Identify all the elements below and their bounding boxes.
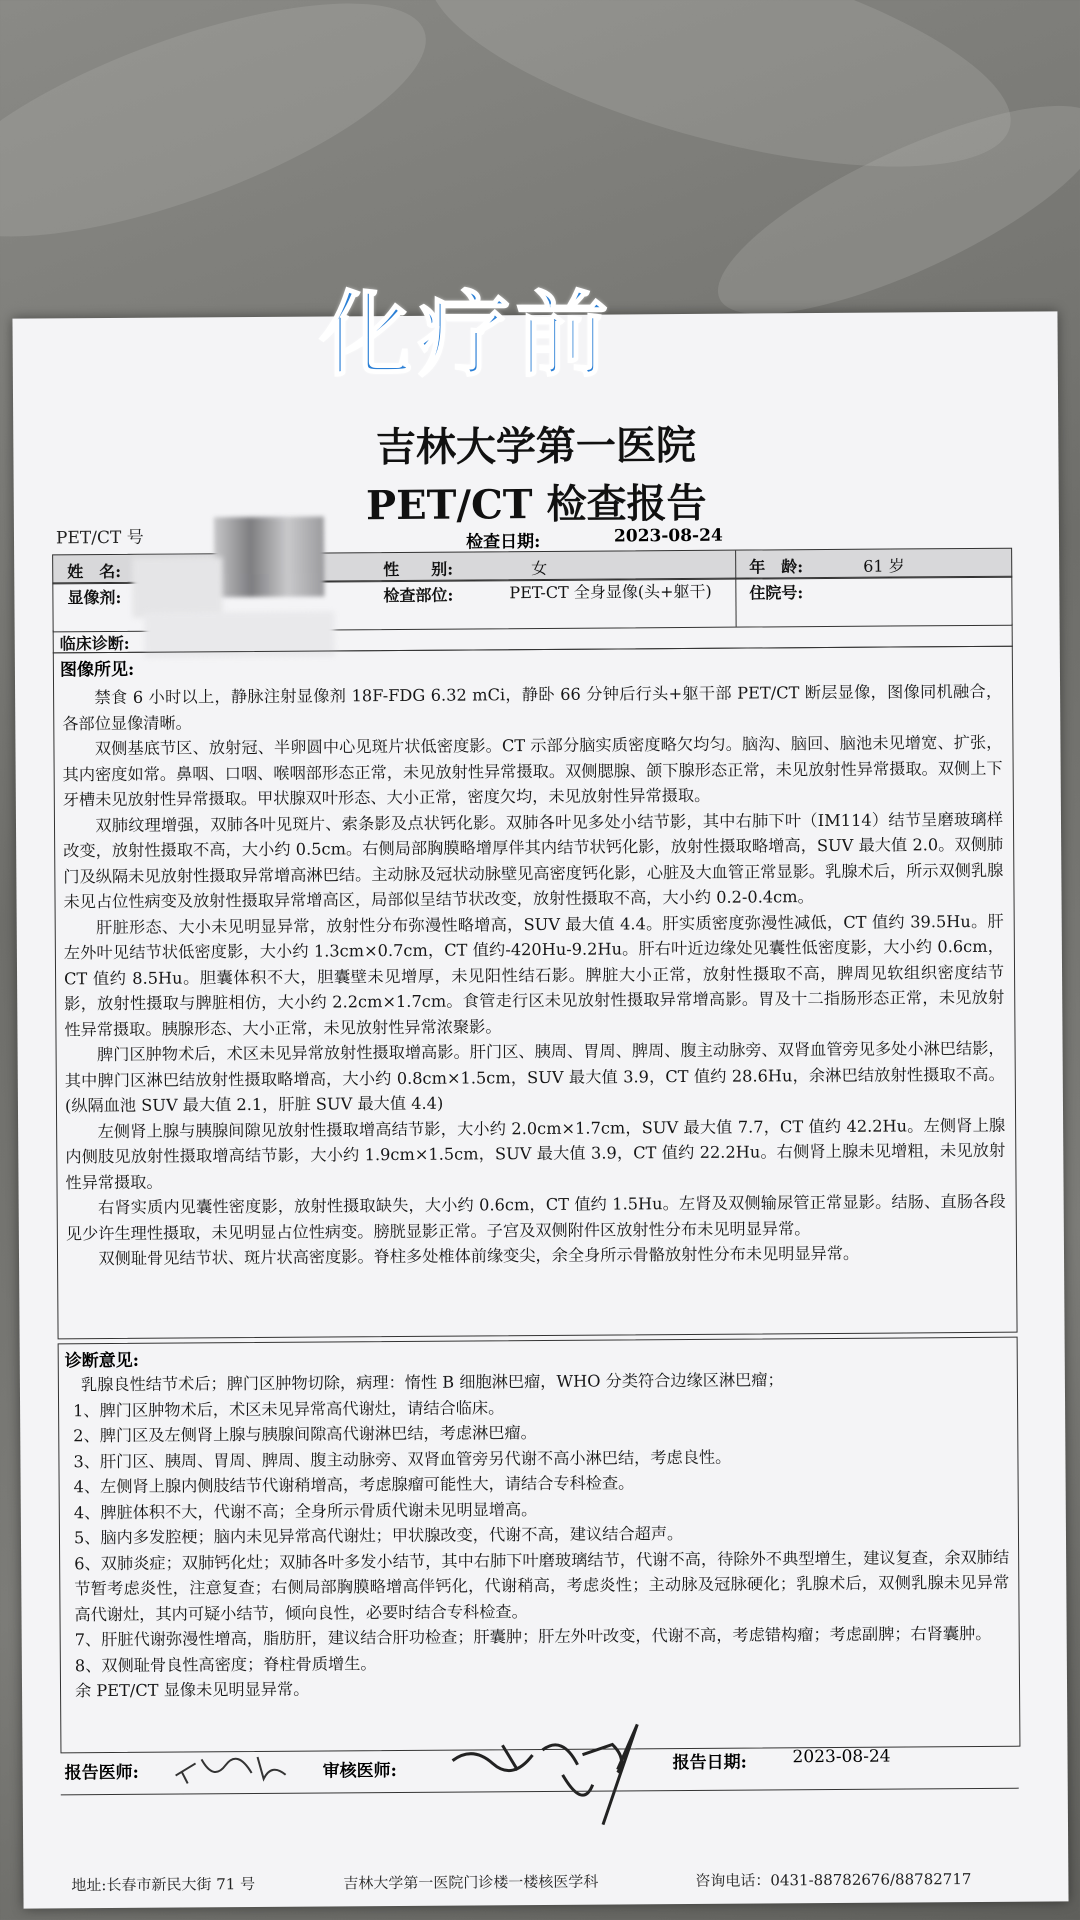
age-label: 年 龄: — [749, 557, 804, 577]
findings-paragraph: 脾门区肿物术后，术区未见异常放射性摄取增高影。肝门区、胰周、胃周、脾周、腹主动脉旁、双肾血管旁见多处小淋巴结影，其中脾门区淋巴结放射性摄取略增高，大小约 0.8cm×1.5cm，SUV 最大值 3.9，CT 值约 28.6Hu，余淋巴结放射性摄取不高。(纵隔血池 SUV 最大值 2.1，肝脏 SUV 最大值 4.4) — [64, 1038, 1005, 1116]
diagnosis-item: 4、左侧肾上腺内侧肢结节代谢稍增高，考虑腺瘤可能性大，请结合专科检查。 — [73, 1473, 635, 1497]
column-divider — [735, 551, 736, 579]
diagnosis-section — [58, 1337, 1021, 1754]
diagnosis-intro: 乳腺良性结节术后；脾门区肿物切除，病理：惰性 B 细胞淋巴瘤，WHO 分类符合边缘区淋巴瘤； — [80, 1370, 784, 1395]
site-label: 检查部位: — [383, 585, 454, 606]
diagnosis-item: 6、双肺炎症；双肺钙化灶；双肺各叶多发小结节，其中右肺下叶磨玻璃结节，代谢不高，待除外不典型增生，建议复查，余双肺结节暂考虑炎性，注意复查；右侧局部胸膜略增高伴钙化，代谢稍高，考虑炎性；主动脉及冠脉硬化；乳腺术后，双侧乳腺未见异常高代谢灶，其内可疑小结节，倾向良性，必要时结合专科检查。 — [74, 1547, 1010, 1624]
diagnosis-item: 1、脾门区肿物术后，术区未见异常高代谢灶，请结合临床。 — [73, 1397, 505, 1420]
redaction-blur — [214, 516, 325, 597]
report-date: 2023-08-24 — [792, 1746, 891, 1768]
findings-heading: 图像所见: — [59, 659, 135, 681]
footer-phone: 咨询电话：0431-88782676/88782717 — [695, 1870, 972, 1890]
diagnosis-item: 8、双侧耻骨良性高密度；脊柱骨质增生。 — [74, 1653, 377, 1675]
age-value: 61 岁 — [863, 556, 905, 576]
diagnosis-item: 5、脑内多发腔梗；脑内未见异常高代谢灶；甲状腺改变，代谢不高，建议结合超声。 — [73, 1524, 684, 1548]
reviewer-label: 审核医师: — [322, 1761, 397, 1782]
diagnosis-item: 4、脾脏体积不大，代谢不高；全身所示骨质代谢未见明显增高。 — [73, 1499, 538, 1522]
exam-date: 2023-08-24 — [613, 525, 723, 547]
gender-value: 女 — [531, 558, 548, 579]
column-divider — [735, 579, 736, 627]
diagnosis-body — [73, 1366, 1010, 1704]
findings-paragraph: 左侧肾上腺与胰腺间隙见放射性摄取增高结节影，大小约 2.0cm×1.7cm，SUV 最大值 7.7，CT 值约 42.2Hu。左侧肾上腺内侧肢见放射性摄取增高结节影，大小约 1.9cm×1.5cm，SUV 最大值 3.9，CT 值约 22.2Hu。右侧肾上腺未见增粗，未见放射性异常摄取。 — [65, 1115, 1006, 1192]
diagnosis-item: 2、脾门区及左侧肾上腺与胰腺间隙高代谢淋巴结，考虑淋巴瘤。 — [73, 1423, 537, 1446]
findings-paragraph: 肝脏形态、大小未见明显异常，放射性分布弥漫性略增高，SUV 最大值 4.4。肝实质密度弥漫性减低，CT 值约 39.5Hu。肝左外叶见结节状低密度影，大小约 1.3cm×0.7cm，CT 值约-420Hu-9.2Hu。肝右叶近边缘处见囊性低密度影，大小约 0.6cm，CT 值约 8.5Hu。胆囊体积不大，胆囊壁未见增厚，未见阳性结石影。脾脏大小正常，放射性摄取不高，脾周见软组织密度结节影，放射性摄取与脾脏相仿，大小约 2.2cm×1.7cm。食管走行区未见放射性摄取异常增高影。胃及十二指肠形态正常，未见放射性异常摄取。胰腺形态、大小正常，未见放射性异常浓聚影。 — [63, 911, 1005, 1039]
findings-paragraph: 双侧耻骨见结节状、斑片状高密度影。脊柱多处椎体前缘变尖，余全身所示骨骼放射性分布未见明显异常。 — [98, 1243, 860, 1269]
report-date-label: 报告日期: — [672, 1752, 747, 1774]
findings-paragraph: 右肾实质内见囊性密度影，放射性摄取缺失，大小约 0.6cm，CT 值约 1.5Hu。左肾及双侧输尿管正常显影。结肠、直肠各段见少许生理性摄取，未见明显占位性病变。膀胱显影正常。子宫及双侧附件区放射性分布未见明显异常。 — [65, 1191, 1006, 1243]
diagnosis-item: 3、肝门区、胰周、胃周、脾周、腹主动脉旁、双肾血管旁另代谢不高小淋巴结，考虑良性。 — [73, 1447, 732, 1471]
footer-department: 吉林大学第一医院门诊楼一楼核医学科 — [343, 1872, 599, 1893]
findings-paragraph: 双肺纹理增强，双肺各叶见斑片、索条影及点状钙化影。双肺各叶见多处小结节影，其中右肺下叶（IM114）结节呈磨玻璃样改变，放射性摄取不高，大小约 0.5cm。右侧局部胸膜略增厚伴其内结节状钙化影，放射性摄取略增高，SUV 最大值 2.0。双侧肺门及纵隔未见放射性摄取异常增高淋巴结。主动脉及冠状动脉壁见高密度钙化影，心脏及大血管正常显影。乳腺术后，所示双侧乳腺未见占位性病变及放射性摄取异常增高区，局部似呈结节状改变，放射性摄取不高，大小约 0.2-0.4cm。 — [63, 809, 1004, 912]
findings-paragraph: 禁食 6 小时以上，静脉注射显像剂 18F-FDG 6.32 mCi，静卧 66 分钟后行头+躯干部 PET/CT 断层显像，图像同机融合，各部位显像清晰。 — [62, 681, 1003, 733]
clinical-diagnosis-label: 临床诊断: — [59, 633, 130, 654]
site-value: PET-CT 全身显像(头+躯干) — [509, 581, 712, 603]
agent-label: 显像剂: — [67, 587, 122, 608]
diagnosis-item: 7、肝脏代谢弥漫性增高，脂肪肝，建议结合肝功检查；肝囊肿；肝左外叶改变，代谢不高，考虑错构瘤；考虑副脾；右肾囊肿。 — [74, 1623, 992, 1650]
findings-body — [62, 679, 1006, 1272]
inpatient-label: 住院号: — [749, 583, 804, 603]
findings-paragraph: 双侧基底节区、放射冠、半卵圆中心见斑片状低密度影。CT 示部分脑实质密度略欠均匀。脑沟、脑回、脑池未见增宽、扩张，其内密度如常。鼻咽、口咽、喉咽部形态正常，未见放射性异常摄取。双侧腮腺、颌下腺形态正常，未见放射性异常摄取。双侧上下牙槽未见放射性异常摄取。甲状腺双叶形态、大小正常，密度欠均，未见放射性异常摄取。 — [62, 732, 1003, 810]
pet-number-label: PET/CT 号 — [55, 527, 144, 549]
redaction-blur — [132, 557, 222, 618]
report-title: PET/CT 检查报告 — [365, 479, 707, 530]
hospital-name: 吉林大学第一医院 — [375, 421, 697, 472]
diagnosis-heading: 诊断意见: — [64, 1350, 140, 1372]
annotation-overlay: 化疗前 — [320, 282, 615, 389]
diagnosis-item: 余 PET/CT 显像未见明显异常。 — [74, 1679, 310, 1701]
reviewer-signature — [442, 1714, 663, 1836]
exam-date-label: 检查日期: — [465, 531, 541, 553]
reporter-label: 报告医师: — [64, 1762, 139, 1784]
findings-section — [53, 646, 1018, 1340]
gender-label: 性 别: — [383, 559, 454, 580]
cloth-fold — [0, 0, 452, 284]
report-paper — [12, 311, 1068, 1908]
footer-address: 地址:长春市新民大街 71 号 — [71, 1875, 256, 1895]
reporter-signature — [167, 1745, 297, 1791]
name-label: 姓 名: — [67, 561, 122, 582]
